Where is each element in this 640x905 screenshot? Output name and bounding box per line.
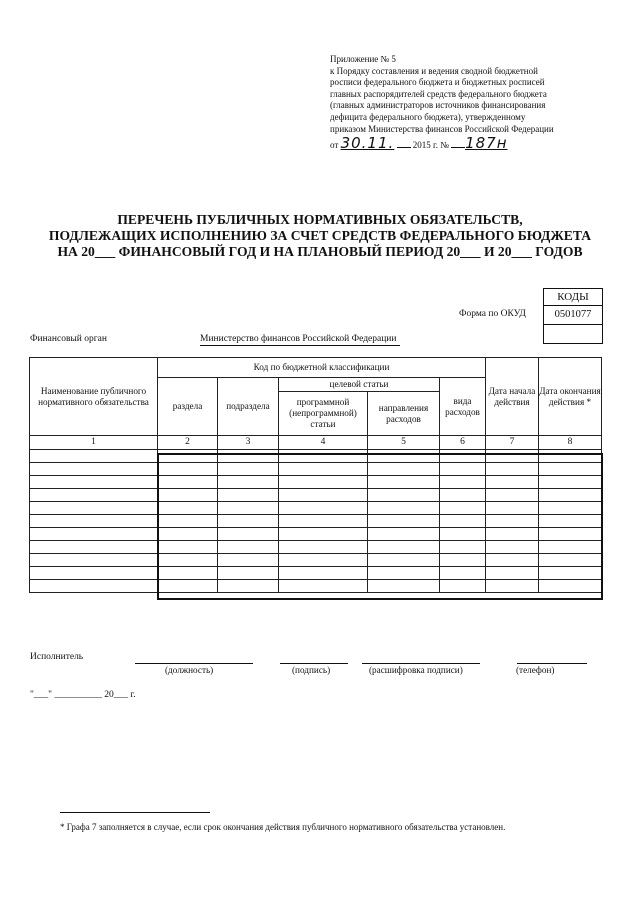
table-cell[interactable] [279, 476, 368, 489]
table-cell[interactable] [218, 567, 279, 580]
order-date-handwritten: 30.11. [340, 134, 395, 153]
codes-header: КОДЫ [544, 289, 602, 306]
table-row [30, 580, 602, 593]
col-number: 5 [368, 436, 440, 450]
subsection-header: подраздела [218, 378, 279, 436]
table-cell[interactable] [158, 489, 218, 502]
table-cell[interactable] [279, 489, 368, 502]
table-cell[interactable] [368, 502, 440, 515]
date-line: "___" __________ 20___ г. [30, 690, 136, 700]
col-name-header: Наименование публичного нормативного обязательства [30, 358, 158, 436]
appendix-line: (главных администраторов источников финансирования [330, 100, 546, 111]
fin-organ-label: Финансовый орган [30, 334, 107, 344]
budget-code-header: Код по бюджетной классификации [158, 358, 486, 378]
table-cell[interactable] [218, 528, 279, 541]
table-cell[interactable] [158, 580, 218, 593]
table-row [30, 541, 602, 554]
col-number: 8 [539, 436, 602, 450]
target-item-header: целевой статьи [279, 378, 440, 392]
title-line-2: ПОДЛЕЖАЩИХ ИСПОЛНЕНИЮ ЗА СЧЕТ СРЕДСТВ ФЕДЕРАЛЬНОГО БЮДЖЕТА [48, 228, 592, 243]
table-cell[interactable] [218, 463, 279, 476]
table-cell[interactable] [486, 567, 539, 580]
table-cell[interactable] [486, 541, 539, 554]
col-number: 4 [279, 436, 368, 450]
table-cell[interactable] [440, 567, 486, 580]
table-cell[interactable] [30, 450, 158, 463]
table-cell[interactable] [368, 567, 440, 580]
position-caption: (должность) [165, 665, 214, 675]
table-cell[interactable] [368, 515, 440, 528]
table-cell[interactable] [30, 489, 158, 502]
col-number: 7 [486, 436, 539, 450]
expense-type-header: вида расходов [440, 378, 486, 436]
table-cell[interactable] [486, 450, 539, 463]
section-header: раздела [158, 378, 218, 436]
table-cell[interactable] [30, 463, 158, 476]
table-cell[interactable] [440, 463, 486, 476]
order-year: 2015 г. № [412, 140, 449, 151]
table-cell[interactable] [30, 515, 158, 528]
table-cell[interactable] [158, 515, 218, 528]
appendix-note [330, 54, 630, 152]
table-cell[interactable] [30, 554, 158, 567]
table-cell[interactable] [440, 528, 486, 541]
codes-box [543, 288, 603, 344]
table-cell[interactable] [440, 450, 486, 463]
table-cell[interactable] [539, 580, 602, 593]
table-cell[interactable] [539, 554, 602, 567]
table-cell[interactable] [30, 476, 158, 489]
table-cell[interactable] [486, 489, 539, 502]
table-cell[interactable] [440, 515, 486, 528]
table-cell[interactable] [486, 515, 539, 528]
decoding-line[interactable] [362, 663, 480, 664]
table-cell[interactable] [539, 502, 602, 515]
table-cell[interactable] [440, 476, 486, 489]
table-row [30, 476, 602, 489]
table-row [30, 489, 602, 502]
table-cell[interactable] [279, 528, 368, 541]
table-cell[interactable] [368, 541, 440, 554]
table-cell[interactable] [539, 489, 602, 502]
table-cell[interactable] [539, 476, 602, 489]
table-cell[interactable] [539, 450, 602, 463]
table-cell[interactable] [279, 580, 368, 593]
executor-label: Исполнитель [30, 652, 84, 662]
table-cell[interactable] [486, 528, 539, 541]
table-cell[interactable] [158, 554, 218, 567]
table-cell[interactable] [218, 450, 279, 463]
col-number: 3 [218, 436, 279, 450]
fin-organ-value: Министерство финансов Российской Федерации [200, 334, 400, 346]
table-cell[interactable] [158, 541, 218, 554]
table-cell[interactable] [279, 450, 368, 463]
appendix-line: Приложение № 5 [330, 54, 396, 64]
table-cell[interactable] [539, 567, 602, 580]
col-number: 6 [440, 436, 486, 450]
table-cell[interactable] [486, 476, 539, 489]
table-cell[interactable] [158, 450, 218, 463]
table-cell[interactable] [218, 515, 279, 528]
table-cell[interactable] [158, 463, 218, 476]
order-number-handwritten: 187н [465, 134, 508, 153]
table-cell[interactable] [368, 450, 440, 463]
sign-caption: (подпись) [292, 665, 331, 675]
table-cell[interactable] [279, 541, 368, 554]
table-row [30, 463, 602, 476]
order-date-line [330, 134, 630, 153]
appendix-line: к Порядку составления и ведения сводной бюджетной [330, 65, 538, 76]
table-cell[interactable] [218, 554, 279, 567]
end-date-header: Дата окончания действия * [539, 358, 602, 436]
table-cell[interactable] [539, 515, 602, 528]
table-cell[interactable] [368, 463, 440, 476]
appendix-line: приказом Министерства финансов Российской Федерации [330, 123, 554, 134]
table-cell[interactable] [279, 554, 368, 567]
table-cell[interactable] [539, 463, 602, 476]
table-cell[interactable] [368, 489, 440, 502]
form-okud-label: Форма по ОКУД [459, 309, 526, 319]
obligations-table [29, 357, 602, 593]
table-row [30, 554, 602, 567]
table-cell[interactable] [158, 528, 218, 541]
table-row [30, 502, 602, 515]
table-cell[interactable] [30, 541, 158, 554]
table-cell[interactable] [218, 489, 279, 502]
from-label: от [330, 140, 339, 151]
table-cell[interactable] [440, 554, 486, 567]
okud-code: 0501077 [544, 306, 602, 325]
table-cell[interactable] [30, 567, 158, 580]
table-cell[interactable] [279, 567, 368, 580]
footnote-separator [60, 812, 210, 813]
table-cell[interactable] [218, 476, 279, 489]
table-cell[interactable] [279, 502, 368, 515]
footnote: * Графа 7 заполняется в случае, если срок окончания действия публичного нормативного обязательства установлен. [60, 822, 506, 832]
title-line-3: НА 20___ ФИНАНСОВЫЙ ГОД И НА ПЛАНОВЫЙ ПЕРИОД 20___ И 20___ ГОДОВ [57, 244, 583, 259]
table-cell[interactable] [486, 580, 539, 593]
col-number: 1 [30, 436, 158, 450]
direction-header: направления расходов [368, 392, 440, 436]
table-cell[interactable] [368, 528, 440, 541]
table-cell[interactable] [30, 502, 158, 515]
table-cell[interactable] [218, 541, 279, 554]
appendix-line: дефицита федерального бюджета), утвержденному [330, 111, 526, 122]
table-cell[interactable] [30, 580, 158, 593]
table-cell[interactable] [440, 489, 486, 502]
empty-rows-body [30, 450, 602, 593]
table-cell[interactable] [30, 528, 158, 541]
table-cell[interactable] [486, 554, 539, 567]
appendix-line: росписи федерального бюджета и бюджетных росписей [330, 77, 545, 88]
table-cell[interactable] [440, 502, 486, 515]
table-cell[interactable] [440, 541, 486, 554]
start-date-header: Дата начала действия [486, 358, 539, 436]
table-cell[interactable] [368, 554, 440, 567]
table-cell[interactable] [158, 567, 218, 580]
table-cell[interactable] [279, 515, 368, 528]
appendix-line: главных распорядителей средств федерального бюджета [330, 88, 547, 99]
table-cell[interactable] [486, 463, 539, 476]
table-cell[interactable] [368, 580, 440, 593]
table-cell[interactable] [486, 502, 539, 515]
table-row [30, 515, 602, 528]
table-cell[interactable] [218, 502, 279, 515]
phone-line[interactable] [517, 663, 587, 664]
table-cell[interactable] [368, 476, 440, 489]
table-row [30, 567, 602, 580]
position-line[interactable] [135, 663, 253, 664]
table-cell[interactable] [218, 580, 279, 593]
table-row [30, 528, 602, 541]
document-title [0, 212, 640, 260]
table-cell[interactable] [539, 528, 602, 541]
title-line-1: ПЕРЕЧЕНЬ ПУБЛИЧНЫХ НОРМАТИВНЫХ ОБЯЗАТЕЛЬСТВ, [117, 212, 523, 227]
phone-caption: (телефон) [516, 665, 555, 675]
table-cell[interactable] [279, 463, 368, 476]
column-numbers-row [30, 436, 602, 450]
table-cell[interactable] [440, 580, 486, 593]
program-header: программной (непрограммной) статьи [279, 392, 368, 436]
table-row [30, 450, 602, 463]
table-cell[interactable] [539, 541, 602, 554]
decoding-caption: (расшифровка подписи) [369, 665, 463, 675]
table-cell[interactable] [158, 476, 218, 489]
sign-line[interactable] [280, 663, 348, 664]
table-cell[interactable] [158, 502, 218, 515]
col-number: 2 [158, 436, 218, 450]
